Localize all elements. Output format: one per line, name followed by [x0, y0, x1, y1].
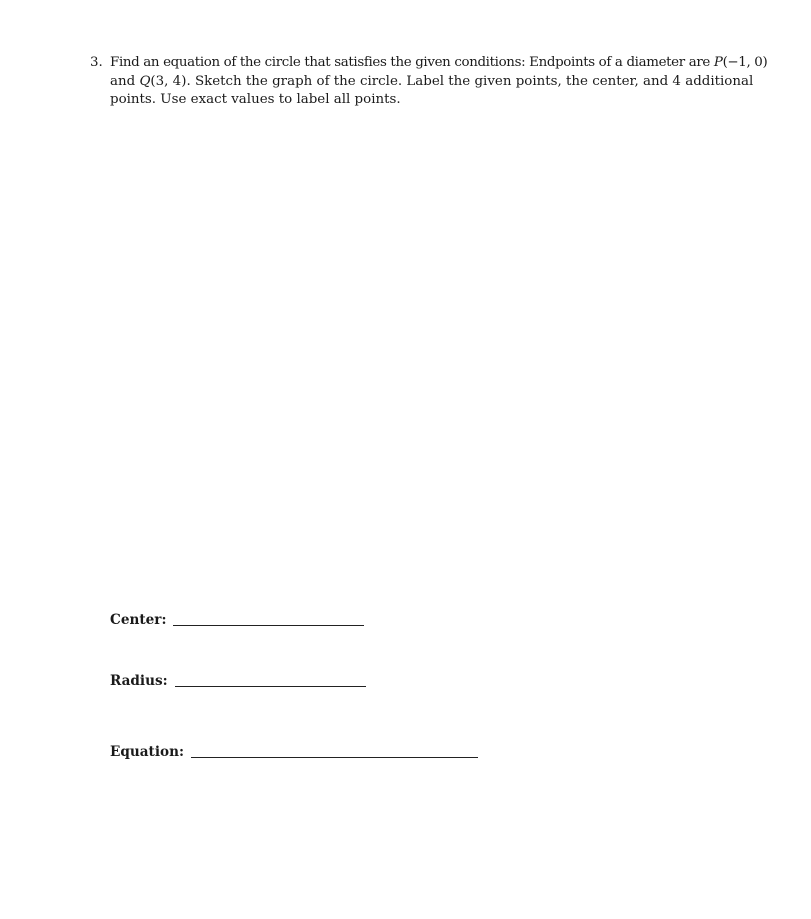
equation-answer-row [110, 744, 478, 760]
problem-text-part-1: Find an equation of the circle that satisfies the given conditions: Endpoints of a diameter are [110, 55, 714, 70]
radius-answer-blank[interactable] [175, 685, 366, 687]
center-answer-row [110, 612, 364, 628]
point-p-coords: (−1, 0) [722, 55, 768, 70]
problem-number: 3. [90, 55, 103, 70]
problem-text [110, 54, 768, 110]
center-answer-blank[interactable] [173, 624, 364, 626]
problem-line-1 [110, 54, 768, 73]
problem-text-part-2: and [110, 73, 140, 89]
point-q-name: Q [139, 73, 151, 89]
problem-statement [90, 54, 768, 110]
radius-answer-row [110, 673, 366, 689]
problem-text-part-3: . Sketch the graph of the circle. Label the given points, the center, and 4 additional points. Use exact values to label all points. [110, 73, 754, 107]
radius-label: Radius: [110, 673, 168, 689]
center-label: Center: [110, 612, 167, 628]
equation-answer-blank[interactable] [191, 756, 478, 758]
equation-label: Equation: [110, 744, 184, 760]
point-p-name: P [713, 55, 723, 70]
point-q-coords: (3, 4) [150, 73, 187, 89]
